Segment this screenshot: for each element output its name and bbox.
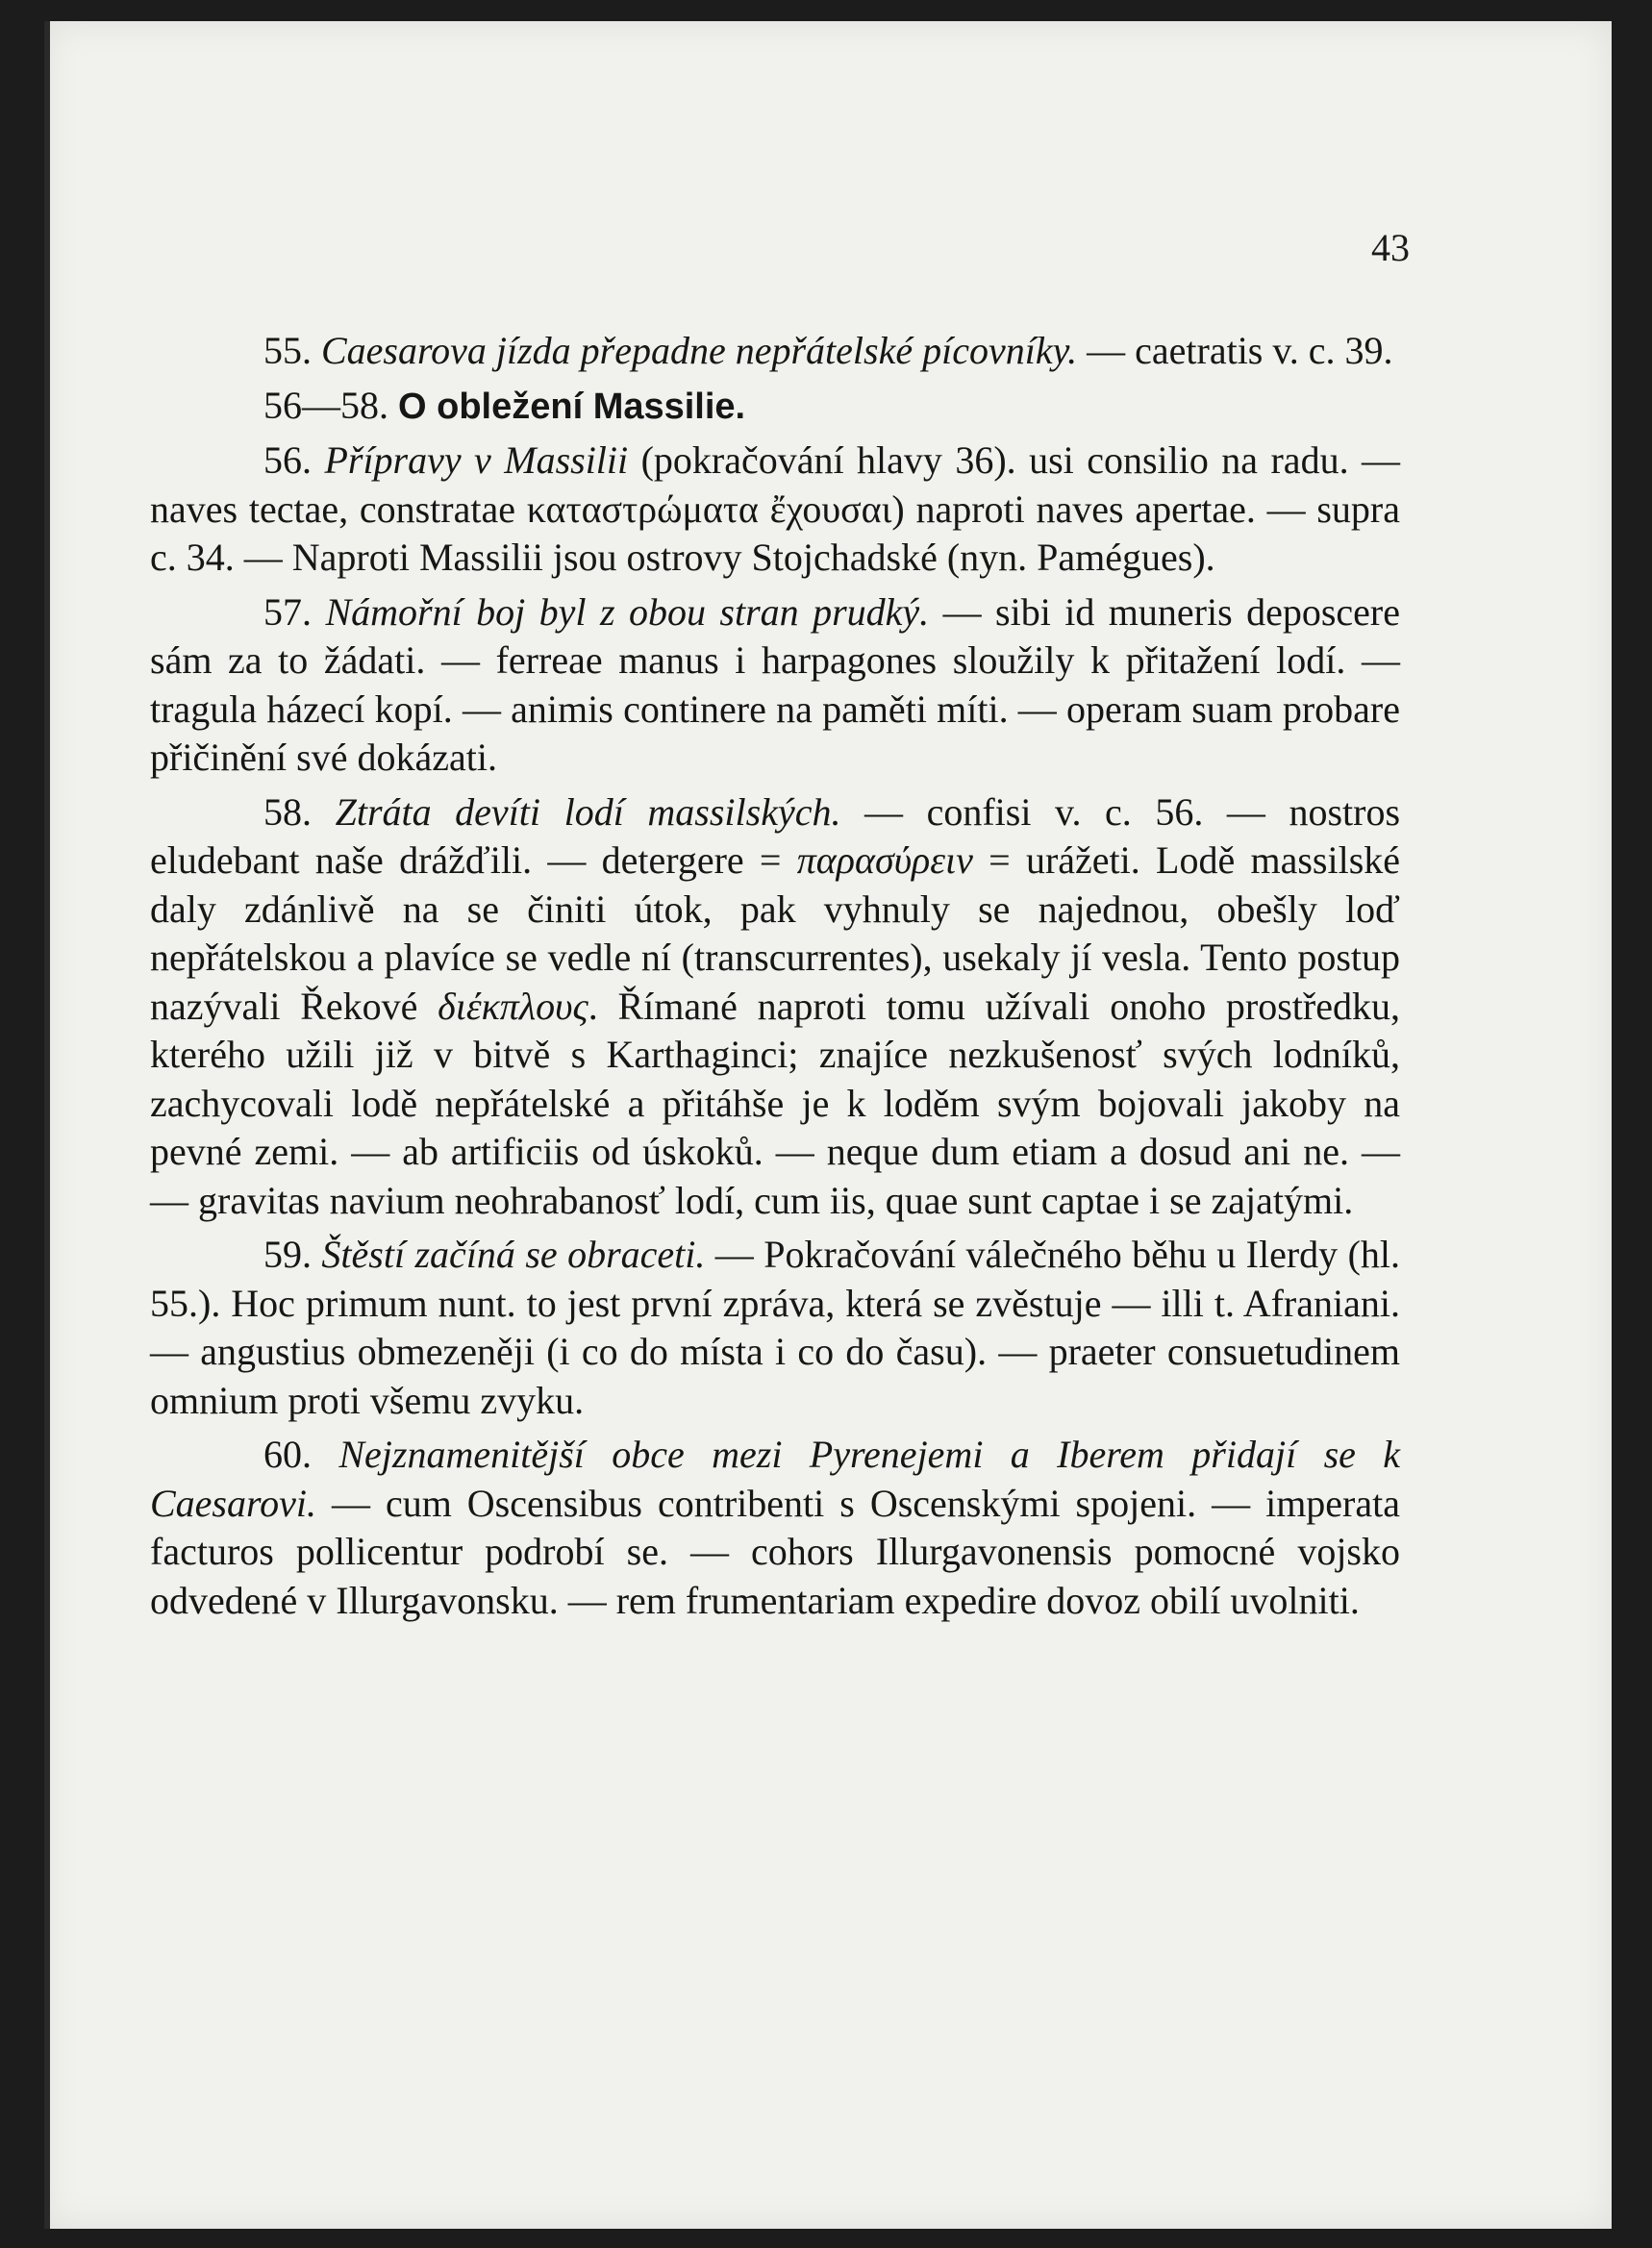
section-heading-number: 56—58. [263,383,388,427]
paragraph-58-title: Ztráta devíti lodí massilských. [335,789,841,834]
paragraph-60 [150,1431,1400,1625]
paragraph-58-number: 58. [263,789,312,834]
paragraph-59 [150,1231,1400,1425]
page-number: 43 [1371,226,1410,269]
section-heading [150,382,1400,432]
paragraph-59-number: 59. [263,1233,312,1276]
paragraph-55-title: Caesarova jízda přepadne nepřátelské pícovníky. [321,329,1078,372]
paragraph-57-number: 57. [263,589,312,634]
paragraph-59-title: Štěstí začíná se obraceti. [321,1233,706,1276]
paragraph-60-body: — cum Oscensibus contribenti s Oscenskými spojeni. — imperata facturos pollicentur podrobí se. — cohors Illurgavonensis pomocné vojsko odvedené v Illurgavonsku. — rem frumentariam expedire dovoz obilí uvolniti. [150,1481,1401,1622]
paragraph-55 [150,327,1400,376]
paragraph-56 [150,437,1400,583]
paragraph-58 [150,788,1400,1226]
paragraph-55-number: 55. [263,329,312,372]
paragraph-58-body-part3: . Římané naproti tomu užívali onoho prostředku, kterého užili již v bitvě s Karthaginci; znajíce nezkušenosť svých lodníků, zachycovali lodě nepřátelské a přitáhše je k loděm svým bojovali jakoby na pevné zemi. — ab artificiis od úskoků. — neque dum etiam a dosud ani ne. — — gravitas navium neohrabanosť lodí, cum iis, quae sunt captae i se zajatými. [150,984,1400,1222]
paragraph-58-body-part2: = urážeti. Lodě massilské daly zdánlivě na se činiti útok, pak vyhnuly se najednou, obešly loď nepřátelskou a plavíce se vedle ní (transcurrentes), usekaly jí vesla. Tento postup nazývali Řekové [150,838,1401,1028]
paragraph-56-body: (pokračování hlavy 36). usi consilio na radu. — naves tectae, constratae καταστρώματα ἔχουσαι) naproti naves apertae. — supra c. 34. — Naproti Massilii jsou ostrovy Stojchadské (nyn. Pamégues). [150,438,1400,579]
paragraph-60-number: 60. [263,1433,312,1476]
paragraph-58-greek-term-1: παρασύρειν [796,838,973,882]
page-text [150,327,1400,1631]
page-binding-edge [44,21,50,2229]
paragraph-59-body: — Pokračování válečného běhu u Ilerdy (hl. 55.). Hoc primum nunt. to jest první zpráva, která se zvěstuje — illi t. Afraniani. — angustius obmezeněji (i co do místa i co do času). — praeter consuetudinem omnium proti všemu zvyku. [150,1233,1401,1422]
paragraph-55-body: — caetratis v. c. 39. [1087,329,1393,372]
paragraph-57 [150,588,1400,783]
section-heading-title: O obležení Massilie. [398,386,746,427]
paragraph-58-body-part1: — confisi v. c. 56. — nostros eludebant naše drážďili. — detergere = [150,789,1401,882]
book-page [44,21,1612,2229]
paragraph-60-title: Nejznamenitější obce mezi Pyrenejemi a Iberem přidají se k Caesarovi. [150,1433,1400,1525]
paragraph-56-number: 56. [263,438,312,482]
paragraph-57-body: — sibi id muneris deposcere sám za to žádati. — ferreae manus i harpagones sloužily k přitažení lodí. — tragula házecí kopí. — animis continere na paměti míti. — operam suam probare přičinění své dokázati. [150,589,1400,779]
paragraph-58-greek-term-2: διέκπλους [438,984,588,1028]
paragraph-57-title: Námořní boj byl z obou stran prudký. [325,589,930,634]
paragraph-56-title: Přípravy v Massilii [324,438,629,482]
